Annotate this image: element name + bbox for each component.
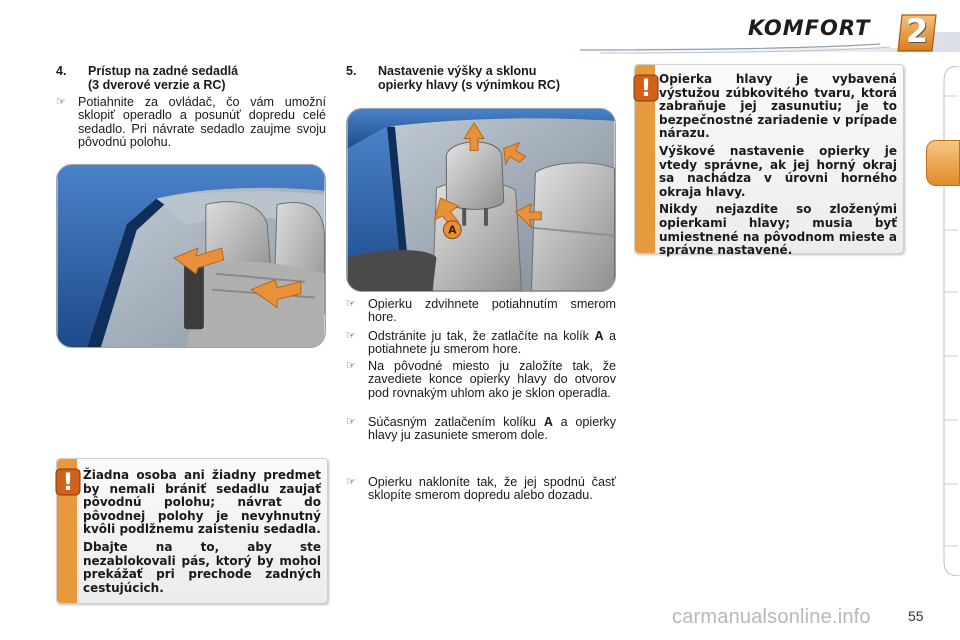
warning-exclamation-icon: ! [631,73,661,103]
section-4-bullet: ☞ Potiahnite za ovládač, čo vám umožní sklopiť operadlo a posunúť dopredu celé sedadlo. Pri návrate sedadlo zaujme svoju pôvodnú polohu. [56,95,326,150]
section-5-bullet-2: ☞ Odstránite ju tak, že zatlačíte na kolík A a potiahnete ju smerom hore. [346,329,616,357]
page-number: 55 [908,608,924,624]
callout-a-label: A [448,223,457,237]
headrest-adjustment-photo [346,108,616,292]
pointing-hand-icon: ☞ [346,476,356,488]
rear-seat-access-photo [56,164,326,348]
pointing-hand-icon: ☞ [346,360,356,372]
warning-box-headrest [634,64,904,258]
section-4-heading: 4. Prístup na zadné sedadlá (3 dverové verzie a RC) [56,64,239,92]
pointing-hand-icon: ☞ [346,416,356,428]
warning-exclamation-icon: ! [53,467,83,497]
rear-seat-illustration [57,165,325,347]
section-5-bullet-3: ☞ Na pôvodné miesto ju založíte tak, že zavediete konce opierky hlavy do otvorov pod rovnakým uhlom ako je sklon operadla. [346,359,616,400]
pointing-hand-icon: ☞ [56,96,66,108]
section-5-bullet-1: ☞ Opierku zdvihnete potiahnutím smerom hore. [346,297,616,325]
pointing-hand-icon: ☞ [346,298,356,310]
active-chapter-tab[interactable] [926,140,960,186]
headrest-illustration [347,109,615,291]
chapter-title: KOMFORT [748,16,871,40]
chapter-number: 2 [905,12,929,50]
warning-text: Žiadna osoba ani žiadny predmet by nemali brániť sedadlu zaujať pôvodnú polohu; návrat do pôvodnej polohy je nevyhnutný kvôli podlžnemu zaisteniu sedadla. Dbajte na to, aby ste nezablokovali pás, ktorý by mohol prekážať pri prechode zadných cestujúcich. [83,468,321,595]
warning-text: Opierka hlavy je vybavená výstužou zúbkovitého tvaru, ktorá zabraňuje jej zasunutiu; je to bezpečnostné zariadenie v prípade nárazu. Výškové nastavenie opierky je vtedy správne, ak jej horný okraj sa nachádza v úrovni horného okraja hlavy. Nikdy nejazdite so zloženými opierkami hlavy; musia byť umiestnené na pôvodnom mieste a správne nastavené. [659,72,897,258]
section-5-bullet-5: ☞ Opierku nakloníte tak, že jej spodnú časť sklopíte smerom dopredu alebo dozadu. [346,475,616,503]
pointing-hand-icon: ☞ [346,330,356,342]
section-5-bullet-4: ☞ Súčasným zatlačením kolíku A a opierky hlavy ju zasuniete smerom dole. [346,415,616,443]
warning-box-seat [56,458,328,604]
watermark: carmanualsonline.info [672,606,871,628]
section-5-heading: 5. Nastavenie výšky a sklonu opierky hlavy (s výnimkou RC) [346,64,561,92]
